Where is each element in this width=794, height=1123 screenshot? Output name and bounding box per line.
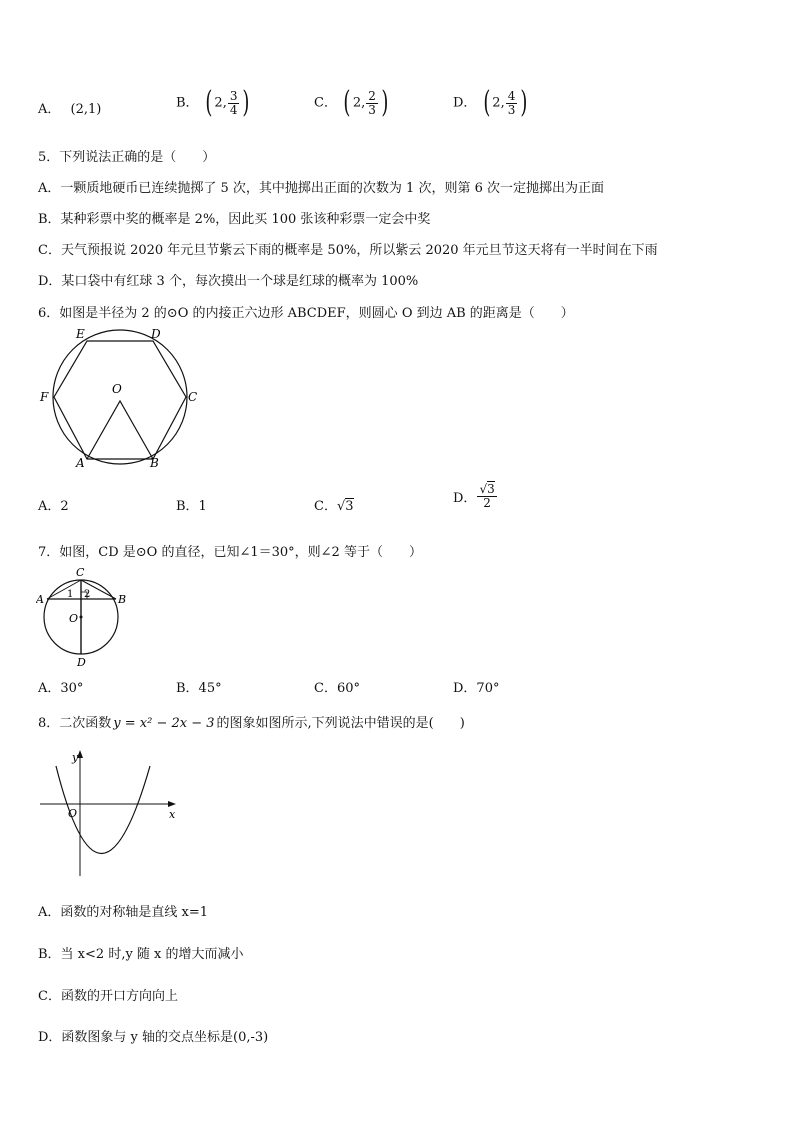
q4-option-c: C． ( 2, $\frac{2}{3}$ ): [314, 85, 389, 120]
q4-option-a-label: A．: [38, 102, 61, 117]
q7-stem: 7．如图，CD 是⊙O 的直径，已知∠1＝30°，则∠2 等于（ ）: [38, 545, 422, 560]
q4-option-d: D． ( 2, $\frac{4}{3}$ ): [453, 85, 528, 120]
q6-option-d-numerator: [477, 483, 496, 497]
q4-option-d-numerator: 4: [507, 88, 516, 103]
q8-parabola-figure: [36, 748, 186, 880]
q6-option-d-radicand: 3: [487, 482, 495, 496]
arrow-right-icon: [168, 801, 176, 807]
q8-stem: [38, 712, 465, 731]
q8-formula: y = x² − 2x − 3: [113, 716, 215, 731]
q4-option-a: [38, 98, 101, 117]
q7-center-dot: [80, 616, 83, 619]
q6-option-c: [314, 495, 354, 514]
q6-option-d-label: D．: [453, 491, 477, 506]
q6-option-d-denominator: 2: [483, 496, 491, 510]
q4-option-c-numerator: 2: [368, 88, 376, 103]
q7-label-angle-1: 1: [67, 589, 74, 600]
q8-option-b: B．当 x<2 时,y 随 x 的增大而减小: [38, 947, 244, 962]
sqrt-icon: √: [479, 482, 488, 496]
q7-label-a: A: [36, 593, 44, 606]
q7-label-b: B: [118, 593, 127, 606]
q6-circle: [53, 330, 187, 464]
q7-circle-figure: [36, 565, 132, 667]
q6-hexagon-figure: [36, 324, 206, 472]
q4-option-c-denominator: 3: [368, 102, 376, 117]
q7-option-b: B．45°: [176, 681, 222, 696]
q6-label-e: E: [76, 327, 85, 341]
q7-option-d: D．70°: [453, 681, 500, 696]
q4-option-c-prefix: 2,: [352, 95, 366, 111]
sqrt-icon: √: [336, 499, 346, 514]
q4-option-a-value: (2,1): [70, 102, 102, 117]
q5-option-b: B．某种彩票中奖的概率是 2%，因此买 100 张该种彩票一定会中奖: [38, 212, 431, 227]
q5-option-d: D．某口袋中有红球 3 个，每次摸出一个球是红球的概率为 100%: [38, 274, 419, 289]
q6-option-d-fraction: [477, 483, 496, 510]
q6-label-d: D: [151, 327, 161, 341]
q6-option-d: [453, 483, 498, 510]
q4-option-b: B． ( 2, $\frac{3}{4}$ ): [176, 85, 250, 120]
q7-label-d: D: [77, 656, 86, 667]
q4-option-b-fraction: [228, 90, 240, 117]
q4-option-b-numerator: 3: [229, 88, 238, 103]
q4-option-b-denominator: 4: [229, 102, 238, 117]
q6-label-a: A: [76, 456, 85, 470]
q7-option-c: C．60°: [314, 681, 360, 696]
q8-label-origin: O: [68, 807, 78, 820]
q4-option-c-label: C．: [314, 95, 337, 111]
q5-option-a: A．一颗质地硬币已连续抛掷了 5 次，其中抛掷出正面的次数为 1 次，则第 6 次一定抛掷出为正面: [38, 181, 604, 196]
q4-option-b-prefix: 2,: [214, 95, 227, 111]
q7-option-a: A．30°: [38, 681, 84, 696]
q6-label-f: F: [40, 390, 49, 404]
q7-label-o: O: [69, 612, 79, 625]
q8-option-c: C．函数的开口方向向上: [38, 989, 178, 1004]
q4-option-d-label: D．: [453, 95, 477, 111]
q6-option-a: A．2: [38, 499, 69, 514]
q5-stem: 5．下列说法正确的是（ ）: [38, 150, 216, 165]
q4-option-c-fraction: [366, 90, 378, 117]
q7-label-c: C: [76, 566, 85, 579]
q6-option-b: B．1: [176, 499, 207, 514]
q6-label-b: B: [150, 456, 159, 470]
q8-stem-prefix: 8．二次函数: [38, 716, 112, 731]
q7-label-angle-2: 2: [84, 589, 91, 600]
q8-label-x: x: [169, 808, 176, 821]
q5-option-c: C．天气预报说 2020 年元旦节紫云下雨的概率是 50%，所以紫云 2020 年元旦节这天将有一半时间在下雨: [38, 243, 658, 258]
q6-triangle-oab: [87, 401, 153, 459]
q4-option-b-label: B．: [176, 95, 199, 111]
q6-label-o: O: [112, 382, 122, 396]
q4-option-d-fraction: [506, 90, 518, 117]
q6-stem: 6．如图是半径为 2 的⊙O 的内接正六边形 ABCDEF，则圆心 O 到边 AB 的距离是（ ）: [38, 306, 574, 321]
q6-option-c-radicand: 3: [345, 499, 354, 514]
q8-option-d: D．函数图象与 y 轴的交点坐标是(0,-3): [38, 1030, 269, 1045]
q6-label-c: C: [188, 390, 198, 404]
q8-stem-suffix: 的图象如图所示,下列说法中错误的是( ): [216, 716, 465, 731]
q6-option-c-label: C．: [314, 499, 337, 514]
q4-option-d-prefix: 2,: [492, 95, 505, 111]
q8-option-a: A．函数的对称轴是直线 x=1: [38, 905, 209, 920]
q7-segment-ac: [47, 580, 81, 599]
q8-label-y: y: [72, 751, 79, 764]
q4-option-d-denominator: 3: [507, 102, 516, 117]
